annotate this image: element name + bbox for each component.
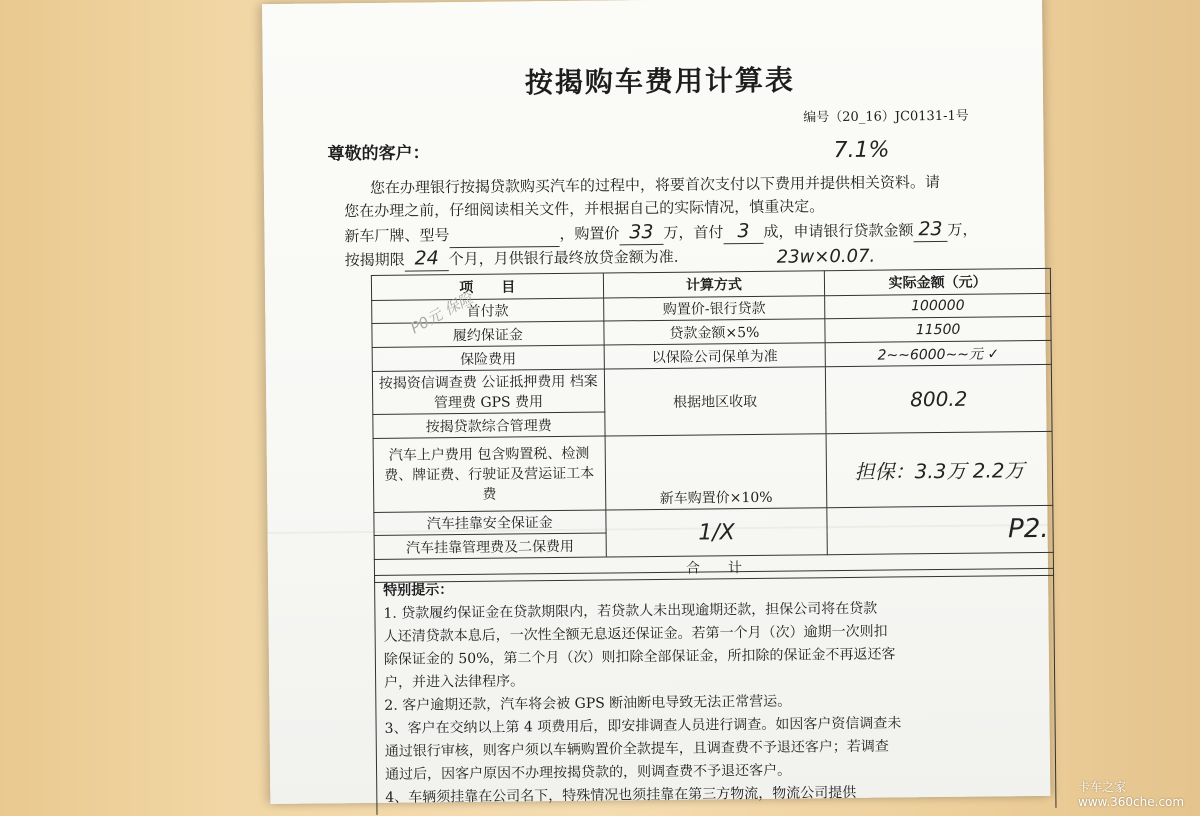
notes-line: 除保证金的 50%，第二个月（次）则扣除全部保证金，所扣除的保证金不再返还客	[383, 646, 896, 668]
row-amount: 11500	[825, 316, 1051, 342]
salutation: 尊敬的客户：	[327, 143, 430, 165]
intro-line-2: 您在办理之前，仔细阅读相关文件，并根据自己的实际情况，慎重决定。	[344, 197, 825, 221]
row-item: 按揭资信调查费 公证抵押费用 档案管理费 GPS 费用	[372, 369, 604, 414]
price-value: 33	[619, 221, 663, 245]
document-number: 编号（20_16）JC0131-1号	[803, 108, 969, 126]
row-method: 购置价-银行贷款	[603, 296, 825, 321]
header-method: 计算方式	[603, 271, 825, 298]
fee-table	[371, 268, 1054, 583]
price-label: ，购置价	[559, 224, 620, 243]
site-watermark: 卡车之家 www.360che.com	[1078, 780, 1185, 809]
row-amount: 2~~6000~~元 ✓	[825, 340, 1051, 366]
brand-field	[449, 223, 559, 248]
handwritten-calc: 23w×0.07.	[776, 245, 876, 268]
term-label: 按揭期限	[344, 250, 405, 270]
price-unit: 万，首付	[663, 223, 724, 242]
row-item: 履约保证金	[372, 321, 604, 347]
row-method: 根据地区收取	[604, 367, 826, 436]
row-amount: 担保：3.3万 2.2万	[826, 431, 1053, 507]
notes-heading: 特别提示：	[383, 582, 454, 599]
special-notes	[374, 568, 1056, 815]
row-item: 首付款	[372, 298, 604, 323]
handwritten-rate: 7.1%	[833, 137, 890, 164]
table-row	[373, 431, 1053, 512]
row-method: 以保险公司保单为准	[604, 343, 826, 369]
bank-note: 银行最终放贷金额为准.	[523, 247, 679, 268]
row-item: 汽车挂靠安全保证金	[374, 510, 606, 535]
notes-line: 2. 客户逾期还款，汽车将会被 GPS 断油断电导致无法正常营运。	[384, 693, 792, 714]
row-item: 汽车挂靠管理费及二保费用	[374, 533, 606, 559]
row-method: 新车购置价×10%	[605, 434, 827, 510]
row-amount: P2.	[827, 505, 1053, 554]
row-item: 按揭贷款综合管理费	[373, 412, 605, 438]
loan-amount-value: 23	[913, 218, 947, 242]
row-method: 贷款金额×5%	[603, 319, 825, 345]
brand-label: 新车厂牌、型号	[344, 226, 450, 246]
notes-line: 3、客户在交纳以上第 4 项费用后，即安排调查人员进行调查。如因客户资信调查未	[384, 715, 902, 737]
notes-line: 户，并进入法律程序。	[384, 673, 525, 691]
row-amount: 800.2	[826, 364, 1052, 433]
loan-unit: 万，	[947, 220, 978, 239]
header-item: 项 目	[371, 273, 603, 300]
header-amount: 实际金额（元）	[825, 268, 1051, 295]
row-item: 汽车上户费用 包含购置税、检测费、牌证费、行驶证及营运证工本费	[373, 436, 605, 512]
row-method: 1/X	[605, 508, 827, 557]
notes-line: 1. 贷款履约保证金在贷款期限内，若贷款人未出现逾期还款，担保公司将在贷款	[383, 600, 878, 622]
down-unit: 成，申请银行贷款金额	[763, 221, 914, 241]
notes-line: 通过银行审核，则客户须以车辆购置价全款提车，且调查费不予退还客户；若调查	[384, 738, 889, 760]
total-label: 合 计	[374, 552, 1053, 582]
document-title: 按揭购车费用计算表	[524, 63, 796, 100]
form-line-2	[345, 245, 679, 272]
term-unit: 个月，月供	[448, 249, 524, 269]
notes-line: 人还清贷款本息后，一次性全额无息返还保证金。若第一个月（次）逾期一次则扣	[383, 623, 888, 645]
intro-line-1: 您在办理银行按揭贷款购买汽车的过程中，将要首次支付以下费用并提供相关资料。请	[369, 172, 941, 197]
notes-line: 通过后，因客户原因不办理按揭贷款的，则调查费不予退还客户。	[385, 762, 792, 783]
notes-line: 4、车辆须挂靠在公司名下，特殊情况也须挂靠在第三方物流，物流公司提供	[385, 784, 857, 806]
document-sheet	[262, 0, 1050, 804]
faint-margin-note: P0元 保险	[407, 288, 476, 338]
row-item: 保险费用	[372, 345, 604, 371]
row-amount: 100000	[825, 293, 1051, 318]
term-value: 24	[405, 247, 449, 271]
table-row	[372, 364, 1051, 414]
down-payment-value: 3	[723, 220, 763, 244]
